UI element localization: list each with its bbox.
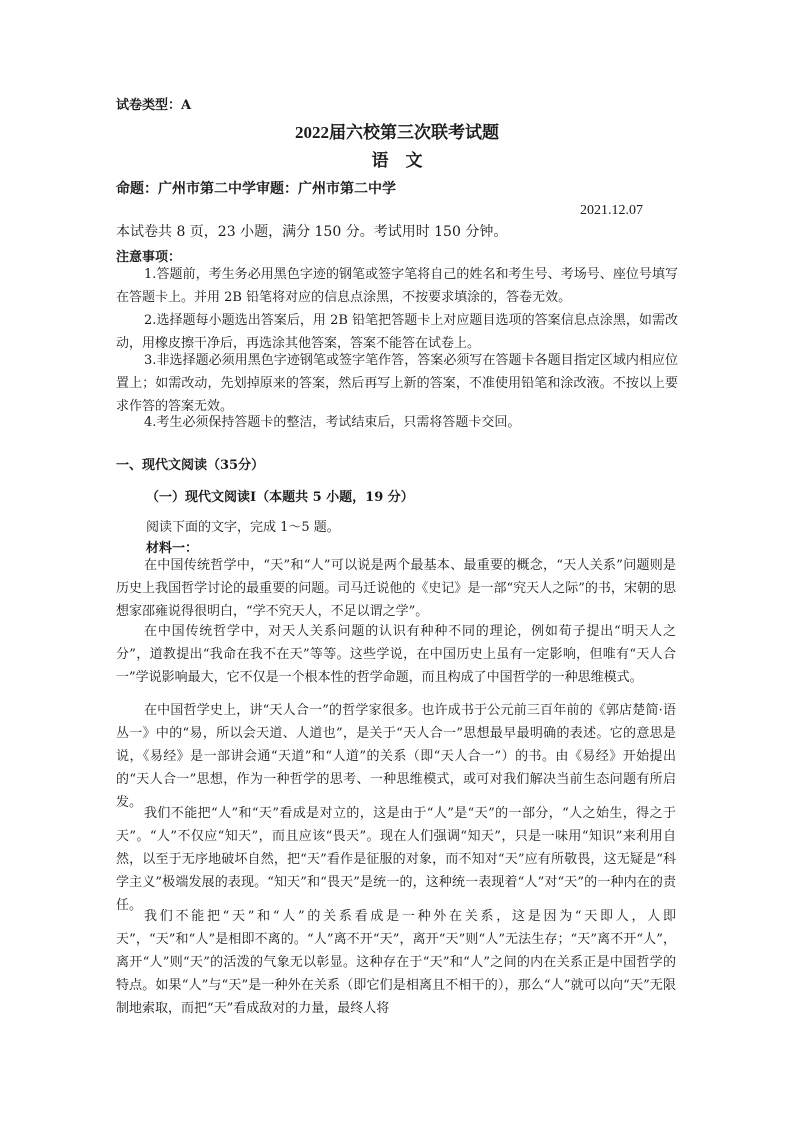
material-paragraph-2: 在中国传统哲学中，对天人关系问题的认识有种种不同的理论，例如荀子提出“明天人之分”，道教提出“我命在我不在天”等等。这些学说，在中国历史上虽有一定影响，但唯有“天人合一”学说影响最大，它不仅是一个根本性的哲学命题，而且构成了中国哲学的一种思维模式。 — [116, 624, 676, 685]
section-heading: 一、现代文阅读（35分） — [116, 458, 265, 473]
material-paragraph-3: 在中国哲学史上，讲“天人合一”的哲学家很多。也许成书于公元前三百年前的《郭店楚简·语丛一》中的“易，所以会天道、人道也”，是关于“天人合一”思想最早最明确的表述。它的意思是说，《易经》是一部讲会通“天道”和“人道”的关系（即“天人合一”）的书。由《易经》开始提出的“天人合一”思想，作为一种哲学的思考、一种思维模式，或可对我们解决当前生态问题有所启发。 — [116, 703, 676, 810]
exam-date: 2021.12.07 — [580, 203, 643, 218]
notice-item-3: 3.非选择题必须用黑色字迹钢笔或签字笔作答，答案必须写在答题卡各题目指定区域内相应位置上；如需改动，先划掉原来的答案，然后再写上新的答案，不准使用铅笔和涂改液。不按以上要求作答的答案无效。 — [116, 353, 678, 414]
notice-item-2: 2.选择题每小题选出答案后，用 2B 铅笔把答题卡上对应题目选项的答案信息点涂黑，如需改动，用橡皮擦干净后，再选涂其他答案，答案不能答在试卷上。 — [116, 313, 678, 351]
notice-item-4: 4.考生必须保持答题卡的整洁，考试结束后，只需将答题卡交回。 — [144, 415, 521, 430]
material-label: 材料一： — [146, 541, 199, 556]
notice-heading: 注意事项： — [116, 250, 182, 265]
reading-instruction: 阅读下面的文字，完成 1～5 题。 — [146, 520, 340, 535]
subsection-heading: （一）现代文阅读Ⅰ（本题共 5 小题，19 分） — [146, 490, 414, 505]
material-paragraph-4: 我们不能把“人”和“天”看成是对立的，这是由于“人”是“天”的一部分，“人之始生，得之于天”。“人”不仅应“知天”，而且应该“畏天”。现在人们强调“知天”，只是一味用“知识”来利用自然，以至于无序地破坏自然，把“天”看作是征服的对象，而不知对“天”应有所敬畏，这无疑是“科学主义”极端发展的表现。“知天”和“畏天”是统一的，这种统一表现着“人”对“天”的一种内在的责任。 — [116, 806, 676, 913]
authors-line: 命题：广州市第二中学审题：广州市第二中学 — [116, 181, 396, 197]
material-paragraph-5: 我们不能把“天”和“人”的关系看成是一种外在关系，这是因为“天即人，人即天”，“天”和“人”是相即不离的。“人”离不开“天”，离开“天”则“人”无法生存；“天”离不开“人”，离开“人”则“天”的活泼的气象无以彰显。这种存在于“天”和“人”之间的内在关系正是中国哲学的特点。如果“人”与“天”是一种外在关系（即它们是相离且不相干的），那么“人”就可以向“天”无限制地索取，而把“天”看成敌对的力量，最终人将 — [116, 909, 676, 1016]
exam-title: 2022届六校第三次联考试题 — [295, 123, 499, 142]
notice-item-1: 1.答题前，考生务必用黑色字迹的钢笔或签字笔将自己的姓名和考生号、考场号、座位号填写在答题卡上。并用 2B 铅笔将对应的信息点涂黑，不按要求填涂的，答卷无效。 — [116, 267, 678, 305]
exam-summary: 本试卷共 8 页，23 小题，满分 150 分。考试用时 150 分钟。 — [116, 224, 508, 240]
subject-title: 语 文 — [371, 151, 423, 170]
paper-type-label: 试卷类型：A — [116, 98, 192, 113]
material-paragraph-1: 在中国传统哲学中，“天”和“人”可以说是两个最基本、最重要的概念，“天人关系”问题则是历史上我国哲学讨论的最重要的问题。司马迁说他的《史记》是一部“究天人之际”的书，宋朝的思想家邵雍说得很明白，“学不究天人，不足以谓之学”。 — [116, 558, 676, 619]
